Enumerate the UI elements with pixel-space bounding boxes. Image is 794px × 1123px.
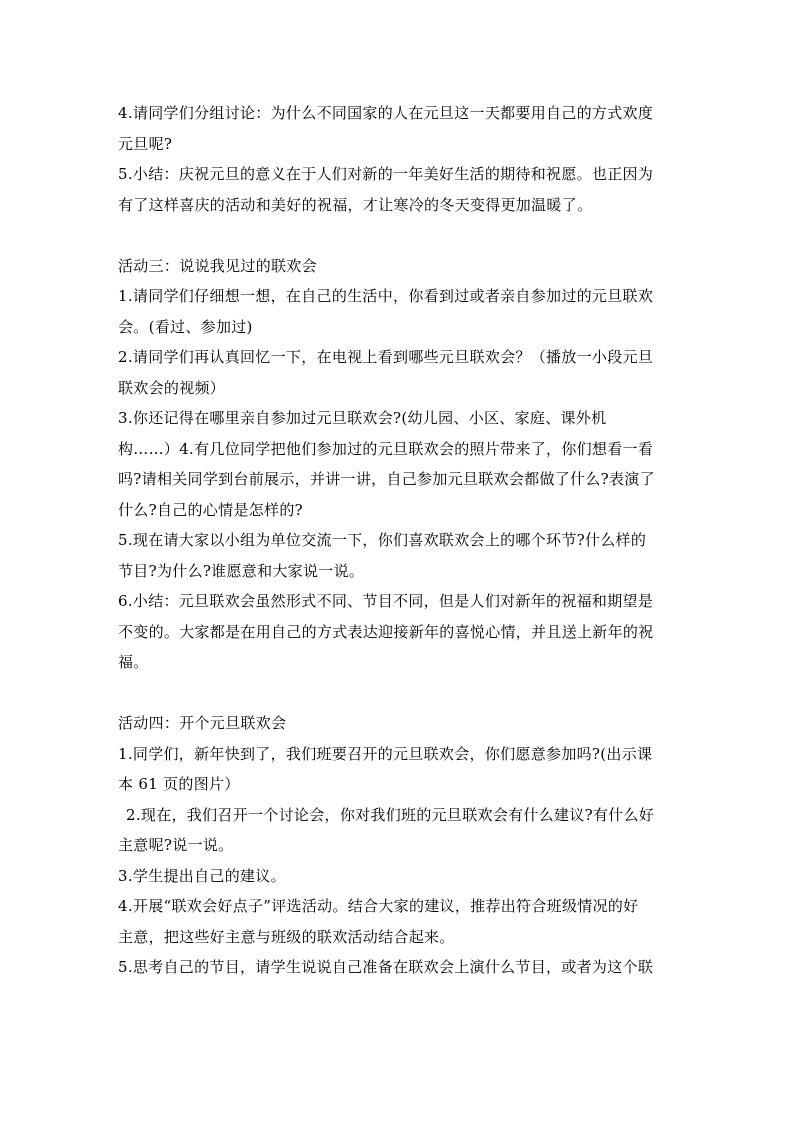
text-line: 6.小结：元旦联欢会虽然形式不同、节目不同，但是人们对新年的祝福和期望是 [118,592,654,610]
paragraph-gap [118,678,678,709]
section-heading-activity-4: 活动四：开个元旦联欢会 [118,714,287,732]
text-line: 构……）4.有几位同学把他们参加过的元旦联欢会的照片带来了，你们想看一看 [118,439,654,458]
text-line: 本 61 页的图片） [118,775,240,793]
paragraph-gap [118,220,678,251]
text-line: 会。(看过、参加过) [118,317,253,336]
text-line: 2.请同学们再认真回忆一下，在电视上看到哪些元旦联欢会？（播放一小段元旦 [118,348,654,366]
text-line: 不变的。大家都是在用自己的方式表达迎接新年的喜悦心情，并且送上新年的祝 [118,622,654,641]
text-line: 主意呢?说一说。 [118,836,234,854]
text-line: 5.小结：庆祝元旦的意义在于人们对新的一年美好生活的期待和祝愿。也正因为 [118,165,654,183]
text-line: 3.学生提出自己的建议。 [118,866,286,885]
text-line: 主意，把这些好主意与班级的联欢活动结合起来。 [118,927,455,946]
text-line: 5.思考自己的节目，请学生说说自己准备在联欢会上演什么节目，或者为这个联 [118,958,654,976]
text-line: 5.现在请大家以小组为单位交流一下，你们喜欢联欢会上的哪个环节?什么样的 [118,531,647,549]
text-line: 1.同学们，新年快到了，我们班要召开的元旦联欢会，你们愿意参加吗?(出示课 [118,744,653,763]
document-body [118,98,678,983]
section-heading-activity-3: 活动三：说说我见过的联欢会 [118,256,317,275]
text-line: 3.你还记得在哪里亲自参加过元旦联欢会?(幼儿园、小区、家庭、课外机 [118,409,607,427]
text-line: 什么?自己的心情是怎样的? [118,500,303,519]
text-line: 1.请同学们仔细想一想，在自己的生活中，你看到过或者亲自参加过的元旦联欢 [118,287,654,305]
text-line: 2.现在，我们召开一个讨论会，你对我们班的元旦联欢会有什么建议?有什么好 [126,805,655,824]
text-line: 联欢会的视频） [118,378,226,397]
text-line: 有了这样喜庆的活动和美好的祝福，才让寒冷的冬天变得更加温暖了。 [118,195,593,214]
text-line: 4.开展“联欢会好点子”评选活动。结合大家的建议，推荐出符合班级情况的好 [118,897,639,915]
text-line: 节目?为什么?谁愿意和大家说一说。 [118,561,365,580]
text-line: 吗?请相关同学到台前展示，并讲一讲，自己参加元旦联欢会都做了什么?表演了 [118,470,655,488]
text-line: 元旦呢? [118,134,173,153]
text-line: 4.请同学们分组讨论：为什么不同国家的人在元旦这一天都要用自己的方式欢度 [118,104,654,122]
text-line: 福。 [118,653,149,671]
